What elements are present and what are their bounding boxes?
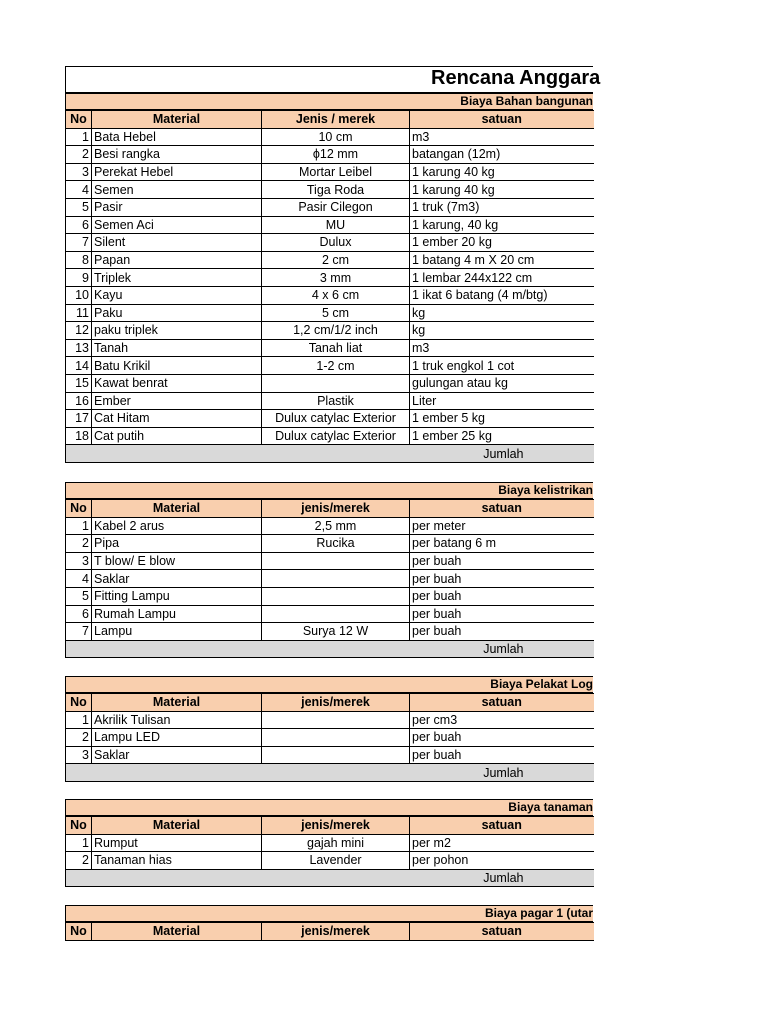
cell-satuan: per m2 bbox=[410, 834, 594, 852]
cell-jenis: 2,5 mm bbox=[262, 517, 410, 535]
cell-jenis: 4 x 6 cm bbox=[262, 286, 410, 304]
header-material: Material bbox=[92, 923, 262, 941]
cell-no: 1 bbox=[66, 834, 92, 852]
cell-no: 6 bbox=[66, 605, 92, 623]
cell-satuan: per buah bbox=[410, 552, 594, 570]
section-heading-row bbox=[65, 799, 593, 816]
cell-jenis bbox=[262, 570, 410, 588]
header-satuan: satuan bbox=[410, 923, 594, 941]
section-heading-row bbox=[65, 676, 593, 693]
table-header-row bbox=[66, 923, 594, 941]
cell-no: 5 bbox=[66, 587, 92, 605]
section-heading: Biaya tanaman bbox=[508, 800, 593, 814]
cell-jenis bbox=[262, 746, 410, 764]
table-header-row bbox=[66, 500, 594, 518]
table-row bbox=[66, 410, 594, 428]
section-3 bbox=[65, 676, 593, 782]
header-satuan: satuan bbox=[410, 694, 594, 712]
section-4 bbox=[65, 799, 593, 887]
cell-material: Kawat benrat bbox=[92, 374, 262, 392]
cell-satuan: gulungan atau kg bbox=[410, 374, 594, 392]
section-heading: Biaya Bahan bangunan bbox=[460, 94, 593, 108]
table-row bbox=[66, 269, 594, 287]
cell-material: Semen bbox=[92, 181, 262, 199]
cell-no: 11 bbox=[66, 304, 92, 322]
cell-material: Pipa bbox=[92, 535, 262, 553]
table-row bbox=[66, 587, 594, 605]
table-row bbox=[66, 517, 594, 535]
cell-no: 6 bbox=[66, 216, 92, 234]
cell-no: 2 bbox=[66, 146, 92, 164]
cell-no: 1 bbox=[66, 517, 92, 535]
cell-no: 1 bbox=[66, 711, 92, 729]
table-row bbox=[66, 128, 594, 146]
cell-material: Kabel 2 arus bbox=[92, 517, 262, 535]
sheet-title-row bbox=[65, 66, 601, 93]
section-1 bbox=[65, 93, 593, 463]
cell-material: Ember bbox=[92, 392, 262, 410]
table-row bbox=[66, 146, 594, 164]
cell-jenis: 3 mm bbox=[262, 269, 410, 287]
cell-jenis bbox=[262, 374, 410, 392]
table-row bbox=[66, 357, 594, 375]
cell-no: 2 bbox=[66, 852, 92, 870]
cell-material: Cat putih bbox=[92, 427, 262, 445]
cell-satuan: 1 ikat 6 batang (4 m/btg) bbox=[410, 286, 594, 304]
cell-satuan: Liter bbox=[410, 392, 594, 410]
cell-jenis: Pasir Cilegon bbox=[262, 198, 410, 216]
cell-material: Kayu bbox=[92, 286, 262, 304]
cell-jenis: Lavender bbox=[262, 852, 410, 870]
table-row bbox=[66, 339, 594, 357]
cell-jenis bbox=[262, 605, 410, 623]
cell-no: 3 bbox=[66, 163, 92, 181]
cell-material: Pasir bbox=[92, 198, 262, 216]
material-table bbox=[65, 816, 594, 887]
table-header-row bbox=[66, 817, 594, 835]
cell-no: 5 bbox=[66, 198, 92, 216]
table-row bbox=[66, 729, 594, 747]
cell-no: 17 bbox=[66, 410, 92, 428]
cell-material: Silent bbox=[92, 234, 262, 252]
section-heading-row bbox=[65, 482, 593, 499]
cell-satuan: m3 bbox=[410, 128, 594, 146]
cell-jenis: Dulux catylac Exterior bbox=[262, 427, 410, 445]
cell-satuan: 1 karung 40 kg bbox=[410, 181, 594, 199]
section-heading: Biaya Pelakat Log bbox=[490, 677, 593, 691]
cell-satuan: per meter bbox=[410, 517, 594, 535]
cell-material: Lampu LED bbox=[92, 729, 262, 747]
cell-jenis: Dulux bbox=[262, 234, 410, 252]
header-no: No bbox=[66, 500, 92, 518]
cell-no: 13 bbox=[66, 339, 92, 357]
cell-satuan: 1 karung, 40 kg bbox=[410, 216, 594, 234]
cell-material: Fitting Lampu bbox=[92, 587, 262, 605]
cell-no: 3 bbox=[66, 552, 92, 570]
cell-no: 7 bbox=[66, 234, 92, 252]
table-row bbox=[66, 535, 594, 553]
total-label: Jumlah bbox=[66, 764, 594, 782]
total-row bbox=[66, 640, 594, 658]
cell-material: Saklar bbox=[92, 746, 262, 764]
section-2 bbox=[65, 482, 593, 658]
header-satuan: satuan bbox=[410, 500, 594, 518]
header-jenis: jenis/merek bbox=[262, 694, 410, 712]
header-satuan: satuan bbox=[410, 111, 594, 129]
cell-jenis: Tanah liat bbox=[262, 339, 410, 357]
cell-no: 2 bbox=[66, 535, 92, 553]
cell-material: Tanah bbox=[92, 339, 262, 357]
cell-material: Akrilik Tulisan bbox=[92, 711, 262, 729]
header-no: No bbox=[66, 817, 92, 835]
header-material: Material bbox=[92, 817, 262, 835]
table-row bbox=[66, 852, 594, 870]
total-label: Jumlah bbox=[66, 869, 594, 887]
cell-material: Semen Aci bbox=[92, 216, 262, 234]
cell-jenis: MU bbox=[262, 216, 410, 234]
table-row bbox=[66, 605, 594, 623]
cell-material: Saklar bbox=[92, 570, 262, 588]
header-no: No bbox=[66, 111, 92, 129]
header-jenis: jenis/merek bbox=[262, 817, 410, 835]
total-row bbox=[66, 445, 594, 463]
header-jenis: Jenis / merek bbox=[262, 111, 410, 129]
cell-material: Bata Hebel bbox=[92, 128, 262, 146]
cell-satuan: per buah bbox=[410, 623, 594, 641]
cell-no: 16 bbox=[66, 392, 92, 410]
cell-jenis: Plastik bbox=[262, 392, 410, 410]
table-header-row bbox=[66, 111, 594, 129]
table-row bbox=[66, 711, 594, 729]
cell-satuan: 1 ember 20 kg bbox=[410, 234, 594, 252]
cell-jenis: ϕ12 mm bbox=[262, 146, 410, 164]
header-no: No bbox=[66, 923, 92, 941]
cell-material: Besi rangka bbox=[92, 146, 262, 164]
cell-no: 4 bbox=[66, 181, 92, 199]
table-row bbox=[66, 322, 594, 340]
cell-material: Papan bbox=[92, 251, 262, 269]
cell-no: 7 bbox=[66, 623, 92, 641]
cell-material: Perekat Hebel bbox=[92, 163, 262, 181]
cell-material: Cat Hitam bbox=[92, 410, 262, 428]
header-material: Material bbox=[92, 500, 262, 518]
spreadsheet bbox=[65, 66, 601, 93]
cell-jenis bbox=[262, 729, 410, 747]
table-row bbox=[66, 234, 594, 252]
section-heading: Biaya pagar 1 (utar bbox=[484, 906, 593, 920]
cell-satuan: 1 ember 5 kg bbox=[410, 410, 594, 428]
cell-material: Tanaman hias bbox=[92, 852, 262, 870]
table-row bbox=[66, 552, 594, 570]
cell-satuan: per buah bbox=[410, 570, 594, 588]
table-row bbox=[66, 392, 594, 410]
cell-satuan: per buah bbox=[410, 729, 594, 747]
cell-satuan: per buah bbox=[410, 587, 594, 605]
cell-jenis: 1-2 cm bbox=[262, 357, 410, 375]
cell-satuan: 1 truk engkol 1 cot bbox=[410, 357, 594, 375]
cell-no: 1 bbox=[66, 128, 92, 146]
cell-jenis: Dulux catylac Exterior bbox=[262, 410, 410, 428]
header-material: Material bbox=[92, 694, 262, 712]
cell-material: Triplek bbox=[92, 269, 262, 287]
section-heading-row bbox=[65, 905, 593, 922]
cell-no: 2 bbox=[66, 729, 92, 747]
cell-satuan: kg bbox=[410, 322, 594, 340]
cell-jenis: Rucika bbox=[262, 535, 410, 553]
cell-satuan: kg bbox=[410, 304, 594, 322]
table-row bbox=[66, 286, 594, 304]
cell-no: 15 bbox=[66, 374, 92, 392]
cell-no: 10 bbox=[66, 286, 92, 304]
cell-jenis: Surya 12 W bbox=[262, 623, 410, 641]
cell-satuan: 1 truk (7m3) bbox=[410, 198, 594, 216]
table-row bbox=[66, 570, 594, 588]
total-label: Jumlah bbox=[66, 445, 594, 463]
table-row bbox=[66, 746, 594, 764]
cell-no: 4 bbox=[66, 570, 92, 588]
cell-material: Rumah Lampu bbox=[92, 605, 262, 623]
header-no: No bbox=[66, 694, 92, 712]
total-row bbox=[66, 869, 594, 887]
cell-satuan: 1 ember 25 kg bbox=[410, 427, 594, 445]
cell-satuan: per buah bbox=[410, 605, 594, 623]
cell-satuan: per batang 6 m bbox=[410, 535, 594, 553]
section-5 bbox=[65, 905, 593, 941]
cell-no: 18 bbox=[66, 427, 92, 445]
cell-no: 3 bbox=[66, 746, 92, 764]
total-row bbox=[66, 764, 594, 782]
cell-jenis: 5 cm bbox=[262, 304, 410, 322]
table-row bbox=[66, 216, 594, 234]
cell-no: 9 bbox=[66, 269, 92, 287]
cell-material: T blow/ E blow bbox=[92, 552, 262, 570]
cell-jenis bbox=[262, 587, 410, 605]
material-table bbox=[65, 922, 594, 941]
cell-material: Paku bbox=[92, 304, 262, 322]
cell-satuan: per cm3 bbox=[410, 711, 594, 729]
header-material: Material bbox=[92, 111, 262, 129]
header-jenis: jenis/merek bbox=[262, 500, 410, 518]
cell-satuan: batangan (12m) bbox=[410, 146, 594, 164]
cell-material: paku triplek bbox=[92, 322, 262, 340]
cell-satuan: 1 lembar 244x122 cm bbox=[410, 269, 594, 287]
table-row bbox=[66, 834, 594, 852]
total-label: Jumlah bbox=[66, 640, 594, 658]
cell-jenis: Mortar Leibel bbox=[262, 163, 410, 181]
table-row bbox=[66, 181, 594, 199]
cell-jenis: Tiga Roda bbox=[262, 181, 410, 199]
cell-jenis bbox=[262, 711, 410, 729]
material-table bbox=[65, 499, 594, 658]
cell-no: 8 bbox=[66, 251, 92, 269]
header-satuan: satuan bbox=[410, 817, 594, 835]
material-table bbox=[65, 693, 594, 782]
cell-no: 12 bbox=[66, 322, 92, 340]
cell-material: Lampu bbox=[92, 623, 262, 641]
cell-satuan: per buah bbox=[410, 746, 594, 764]
section-heading-row bbox=[65, 93, 593, 110]
cell-satuan: 1 karung 40 kg bbox=[410, 163, 594, 181]
table-header-row bbox=[66, 694, 594, 712]
cell-jenis: gajah mini bbox=[262, 834, 410, 852]
cell-material: Batu Krikil bbox=[92, 357, 262, 375]
cell-satuan: m3 bbox=[410, 339, 594, 357]
cell-satuan: 1 batang 4 m X 20 cm bbox=[410, 251, 594, 269]
header-jenis: jenis/merek bbox=[262, 923, 410, 941]
cell-jenis: 2 cm bbox=[262, 251, 410, 269]
sheet-title: Rencana Anggara bbox=[431, 67, 601, 89]
cell-jenis bbox=[262, 552, 410, 570]
table-row bbox=[66, 163, 594, 181]
cell-material: Rumput bbox=[92, 834, 262, 852]
cell-no: 14 bbox=[66, 357, 92, 375]
table-row bbox=[66, 427, 594, 445]
cell-satuan: per pohon bbox=[410, 852, 594, 870]
cell-jenis: 1,2 cm/1/2 inch bbox=[262, 322, 410, 340]
section-heading: Biaya kelistrikan bbox=[498, 483, 593, 497]
table-row bbox=[66, 304, 594, 322]
table-row bbox=[66, 374, 594, 392]
material-table bbox=[65, 110, 594, 463]
table-row bbox=[66, 623, 594, 641]
table-row bbox=[66, 198, 594, 216]
cell-jenis: 10 cm bbox=[262, 128, 410, 146]
table-row bbox=[66, 251, 594, 269]
